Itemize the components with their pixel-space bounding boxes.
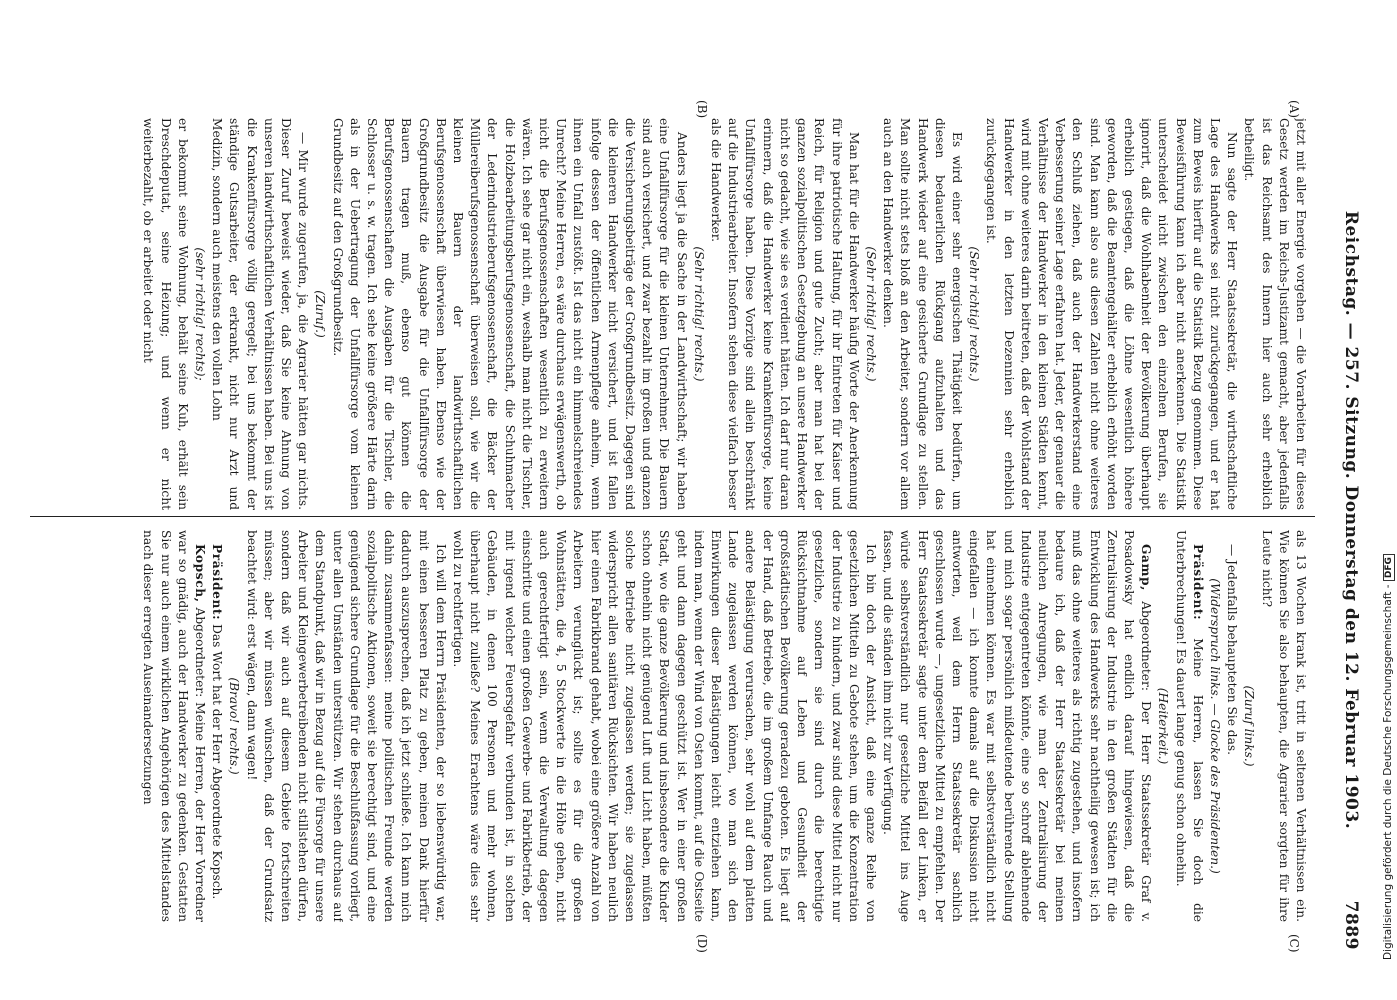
paragraph: Ich bin doch der Ansicht, daß eine ganze Reihe von gesetzlichen Mitteln zu Gebote stehen, um die Konzentration der Industrie zu hindern, und zwar sind diese Mittel nicht nur gesetzliche, sondern sie sind durch die berechtigte Rücksichtnahme auf Leben und Gesundheit der großstädtischen Bevölkerung geradezu geboten. Es liegt auf der Hand, daß Betriebe, die im großem Umfange Rauch und andere Belästigung verursachen, sehr wohl auf dem platten Lande zugelassen werden können, wo man sich den Einwirkungen dieser Belästigungen leicht entziehen kann, indem man, wenn der Wind von Osten kommt, auf die Ostseite geht und dann dagegen geschützt ist. Wer in einer großen Stadt, wo die ganze Bevölkerung und insbesondere die Kinder schon ohnehin nicht genügend Luft und Licht haben, müßten solche Betriebe nicht zugelassen werden; sie zugelassen widerspricht allen sanitären Rücksichten. Wir haben neulich hier einen Fabrikbrand gehabt, wobei eine größere Anzahl von Arbeitern verunglückt ist; sollte es für die großen Wohnstätten, die 4, 5 Stockwerte in die Höhe gehen, nicht auch gerechtfertigt sein, wenn die Verwaltung dagegen einschritte und einen großen Gewerbe- und Fabrikbetrieb, der mit irgend welcher Feuersgefahr verbunden ist, in solchen Gebäuden, in denen 100 Personen und mehr wohnen, überhaupt nicht zuließe? Meines Erachtens wäre dies sehr wohl zu rechtfertigen.	[451, 530, 878, 922]
margin-marker-c: (C)	[1287, 934, 1301, 953]
speaker-paragraph	[879, 530, 1154, 922]
paragraph: Ich will dem Herrn Präsidenten, der so liebenswürdig war, mit einen besseren Platz zu geben, meinen Dank hierfür dadurch auszusprechen, daß ich jetzt schließe. Ich kann mich dahin zusammenfassen: meine politischen Freunde werden sozialpolitische Aktionen, soweit sie berechtigt sind, und eine genügend sichere Grundlage für die Beschlußfassung vorliegt, unter allen Umständen unterstützen. Wir stehen durchaus auf dem Standpunkt, daß wir in Bezug auf die Fürsorge für unsere Arbeiter und Kleingewerbetreibenden nicht stillstehen dürfen, sondern daß wir auch auf diesem Gebiete fortschreiten müssen; aber wir müssen wünschen, daß der Grundsatz beachtet wird: erst wägen, dann wagen!	[244, 530, 448, 922]
digitization-credit	[1382, 40, 1396, 960]
speech-text: Meine Herren, lassen Sie doch die Unterbrechungen! Es dauert lange genug schon ohnehin.	[1173, 530, 1205, 922]
paragraph: Anders liegt ja die Sache in der Landwirthschaft; wir haben eine Unfallfürsorge für die kleinen Unternehmer. Die Bauern sind auch versichert, und zwar bezahlt im großen und ganzen die Versicherungsbeiträge der Großgrundbesitz. Dagegen sind die kleineren Handwerker nicht versichert, und ist fallen infolge dessen der öffentlichen Armenpflege anheim, wenn ihnen ein Unfall zustößt. Ist das nicht ein himmelschreiendes Unrecht? Meine Herren, es wäre durchaus erwägenswerth, ob nicht die Berufsgenossenschaften wesentlich zu erweitern wären. Ich sehe gar nicht ein, weshalb man nicht die Tischler, die Holzbearbeitungsberufsgenossenschaft, die Schuhmacher der Lederindustrieberufsgenossenschaft, die Bäcker der Müllereiberufsgenossenschaft überweisen soll, wie wir die kleinen Bauern der landwirthschaftlichen Berufsgenossenschaft überwiesen haben. Ebenso wie der Großgrundbesitz die Ausgabe für die Unfallfürsorge der Bauern tragen muß, ebenso gut können die Berufsgenossenschaften die Ausgaben für die Tischler, die Schlosser u. s. w. tragen. Ich sehe keine größere Härte darin als in der Uebertragung der Unfallfürsorge vom kleinen Grundbesitz auf den Großgrundbesitz.	[330, 118, 689, 510]
interjection: (Widerspruch links. — Glocke des Präsidenten.)	[1207, 578, 1222, 874]
speaker-name: Präsident:	[1190, 544, 1205, 621]
running-header	[1331, 90, 1369, 950]
paragraph: er bekommt seine Wohnung, behält seine Kuh, erhält sein Dreschdeputat, seine Heizung; und wenn er nicht weiterbezahlt, ob er arbeitet oder nicht	[141, 118, 190, 510]
credit-label: Digitalisierung gefördert durch die Deutsche Forschungsgemeinschaft -	[1382, 584, 1394, 960]
speech-text: Abgeordneter: Meine Herren, der Herr Vorredner war so gnädig, auch der Handwerker zu gedenken. Gestatten Sie nur auch einem wirklichen Angehörigen des Mittelstandes nach dieser erregten Auseinandersetzungen	[141, 530, 207, 922]
right-column	[39, 530, 1309, 922]
paragraph: Es wird einer sehr energischen Thätigkeit bedürfen, um diesen bedauerlichen Rückgang aufzuhalten und das Handwerk wieder auf eine gesicherte Grundlage zu stellen. Man sollte nicht stets bloß an den Arbeiter, sondern vor allem auch an den Handwerker denken.	[881, 118, 964, 510]
dfg-logo-icon: DFG	[1383, 554, 1395, 581]
header-title: Reichstag. — 257. Sitzung. Donnerstag den 12. Februar 1903.	[1341, 210, 1361, 830]
paragraph: jetzt mit aller Energie vorgehen — die Vorarbeiten für dieses Gesetz werden im Reichs-Justizamt gemacht, aber jedenfalls ist das Reichsamt des Innern hier auch sehr erheblich betheiligt.	[1242, 118, 1308, 510]
speaker-name: Präsident:	[210, 544, 225, 621]
interjection: (Zuruf.)	[313, 290, 328, 338]
paragraph: Man hat für die Handwerker häufig Worte der Anerkennung für ihre patriotische Haltung, für ihr Eintreten für Kaiser und Reich, für Religion und gute Zucht; aber man hat bei der ganzen sozialpolitischen Gesetzgebung an unsere Handwerker nicht so gedacht, wie sie es verdient hätten. Ich darf nur daran erinnern, daß die Handwerker keine Krankenfürsorge, keine Unfallfürsorge haben. Diese Vorzüge sind allein beschränkt auf die Industriearbeiter. Insofern stehen diese vielfach besser als die Handwerker.	[709, 118, 861, 510]
speaker-name: Kopsch,	[193, 544, 207, 603]
paragraph: — Jedenfalls behaupteten Sie das.	[1225, 544, 1240, 755]
interjection: (Heiterkeit.)	[1156, 687, 1171, 765]
paragraph: — Mir wurde zugerufen, ja, die Agrarier hätten gar nichts. Dieser Zuruf beweist wieder, daß Sie keine Ahnung von unseren landwirthschaftlichen Verhältnissen haben. Bei uns ist die Krankenfürsorge völlig geregelt; bei uns bekommt der ständige Gutsarbeiter, der erkrankt, nicht nur Arzt und Medizin, sondern auch meistens den vollen Lohn	[210, 118, 311, 510]
speaker-paragraph	[1171, 530, 1205, 922]
interjection: (Sehr richtig! rechts.)	[967, 246, 982, 382]
speaker-paragraph	[208, 530, 225, 922]
margin-marker-d: (D)	[695, 934, 709, 953]
interjection: (sehr richtig! rechts);	[193, 247, 207, 381]
margin-marker-a: (A)	[1287, 100, 1301, 119]
speech-text: Das Wort hat der Herr Abgeordnete Kopsch.	[210, 624, 225, 900]
paragraph: als 13 Wochen krank ist, tritt in seltenen Verhältnissen ein. Wie können Sie also behaupten, die Agrarier sorgten für ihre Leute nicht?	[1259, 530, 1308, 922]
interjection: (Sehr richtig! rechts.)	[863, 246, 878, 382]
speaker-name: Gamp,	[1139, 544, 1154, 591]
interjection: (Zuruf links.)	[1242, 685, 1257, 767]
speech-text: Abgeordneter: Der Herr Staatssekretär Graf v. Posadowsky hat endlich darauf hingewiesen, daß die Zentralisirung der Industrie in den großen Städten für die Entwicklung des Handwerks sehr nachtheilig gewesen ist; ich muß das ohne weiteres als richtig zugestehen, und insofern bedaure ich, daß der Herr Staatssekretär bei meinen neulichen Anregungen, wie man der Zentralisirung der Industrie entgegentreten könnte, eine so schroff ablehnende und mich sogar persönlich mißdeutende berührende Stellung hat einnehmen können. Es war mit selbstverständlich nicht eingefallen — ich konnte damals auf die Diskussion nicht antworten, weil dem Herrn Staatssekretär sachlich geschlossen wurde —, ungesetzliche Mittel zu empfehlen. Der Herr Staatssekretär sagte unter dem Beifall der Linken, er würde selbstverständlich nur gesetzliche Mittel ins Auge fassen, und die ständen ihm nicht zur Verfügung.	[881, 530, 1154, 922]
margin-marker-b: (B)	[695, 100, 709, 119]
paragraph: Nun sagte der Herr Staatssekretär, die wirthschaftliche Lage des Handwerks sei nicht zurückgegangen, und er hat zum Beweis hierfür auf die Statistik Bezug genommen. Diese Beweisführung kann ich aber nicht anerkennen. Die Statistik unterscheidet nicht zwischen den einzelnen Berufen, sie ignorirt, daß die Wohlhabenheit der Bevölkerung überhaupt erheblich gestiegen, daß die Löhne wesentlich höhere geworden, daß die Beamtengehälter erheblich erhöht worden sind. Man kann also aus diesen Zahlen nicht ohne weiteres den Schluß ziehen, daß auch der Handwerkerstand eine Verbesserung seiner Lage erfahren hat. Jeder, der genauer die Verhältnisse der Handwerker in den kleinen Städten kennt, wird mit ohne weiteres darin beitreten, daß der Wohlstand der Handwerker in den letzten Dezennien sehr erheblich zurückgegangen ist.	[984, 118, 1240, 510]
page-number: 7889	[1341, 900, 1361, 950]
interjection: (Sehr richtig! rechts.)	[691, 246, 706, 382]
column-divider	[30, 516, 1315, 517]
credit-text	[1382, 40, 1396, 960]
speaker-paragraph	[139, 530, 208, 922]
left-column	[39, 118, 1309, 510]
interjection: (Bravo! rechts.)	[227, 677, 242, 775]
